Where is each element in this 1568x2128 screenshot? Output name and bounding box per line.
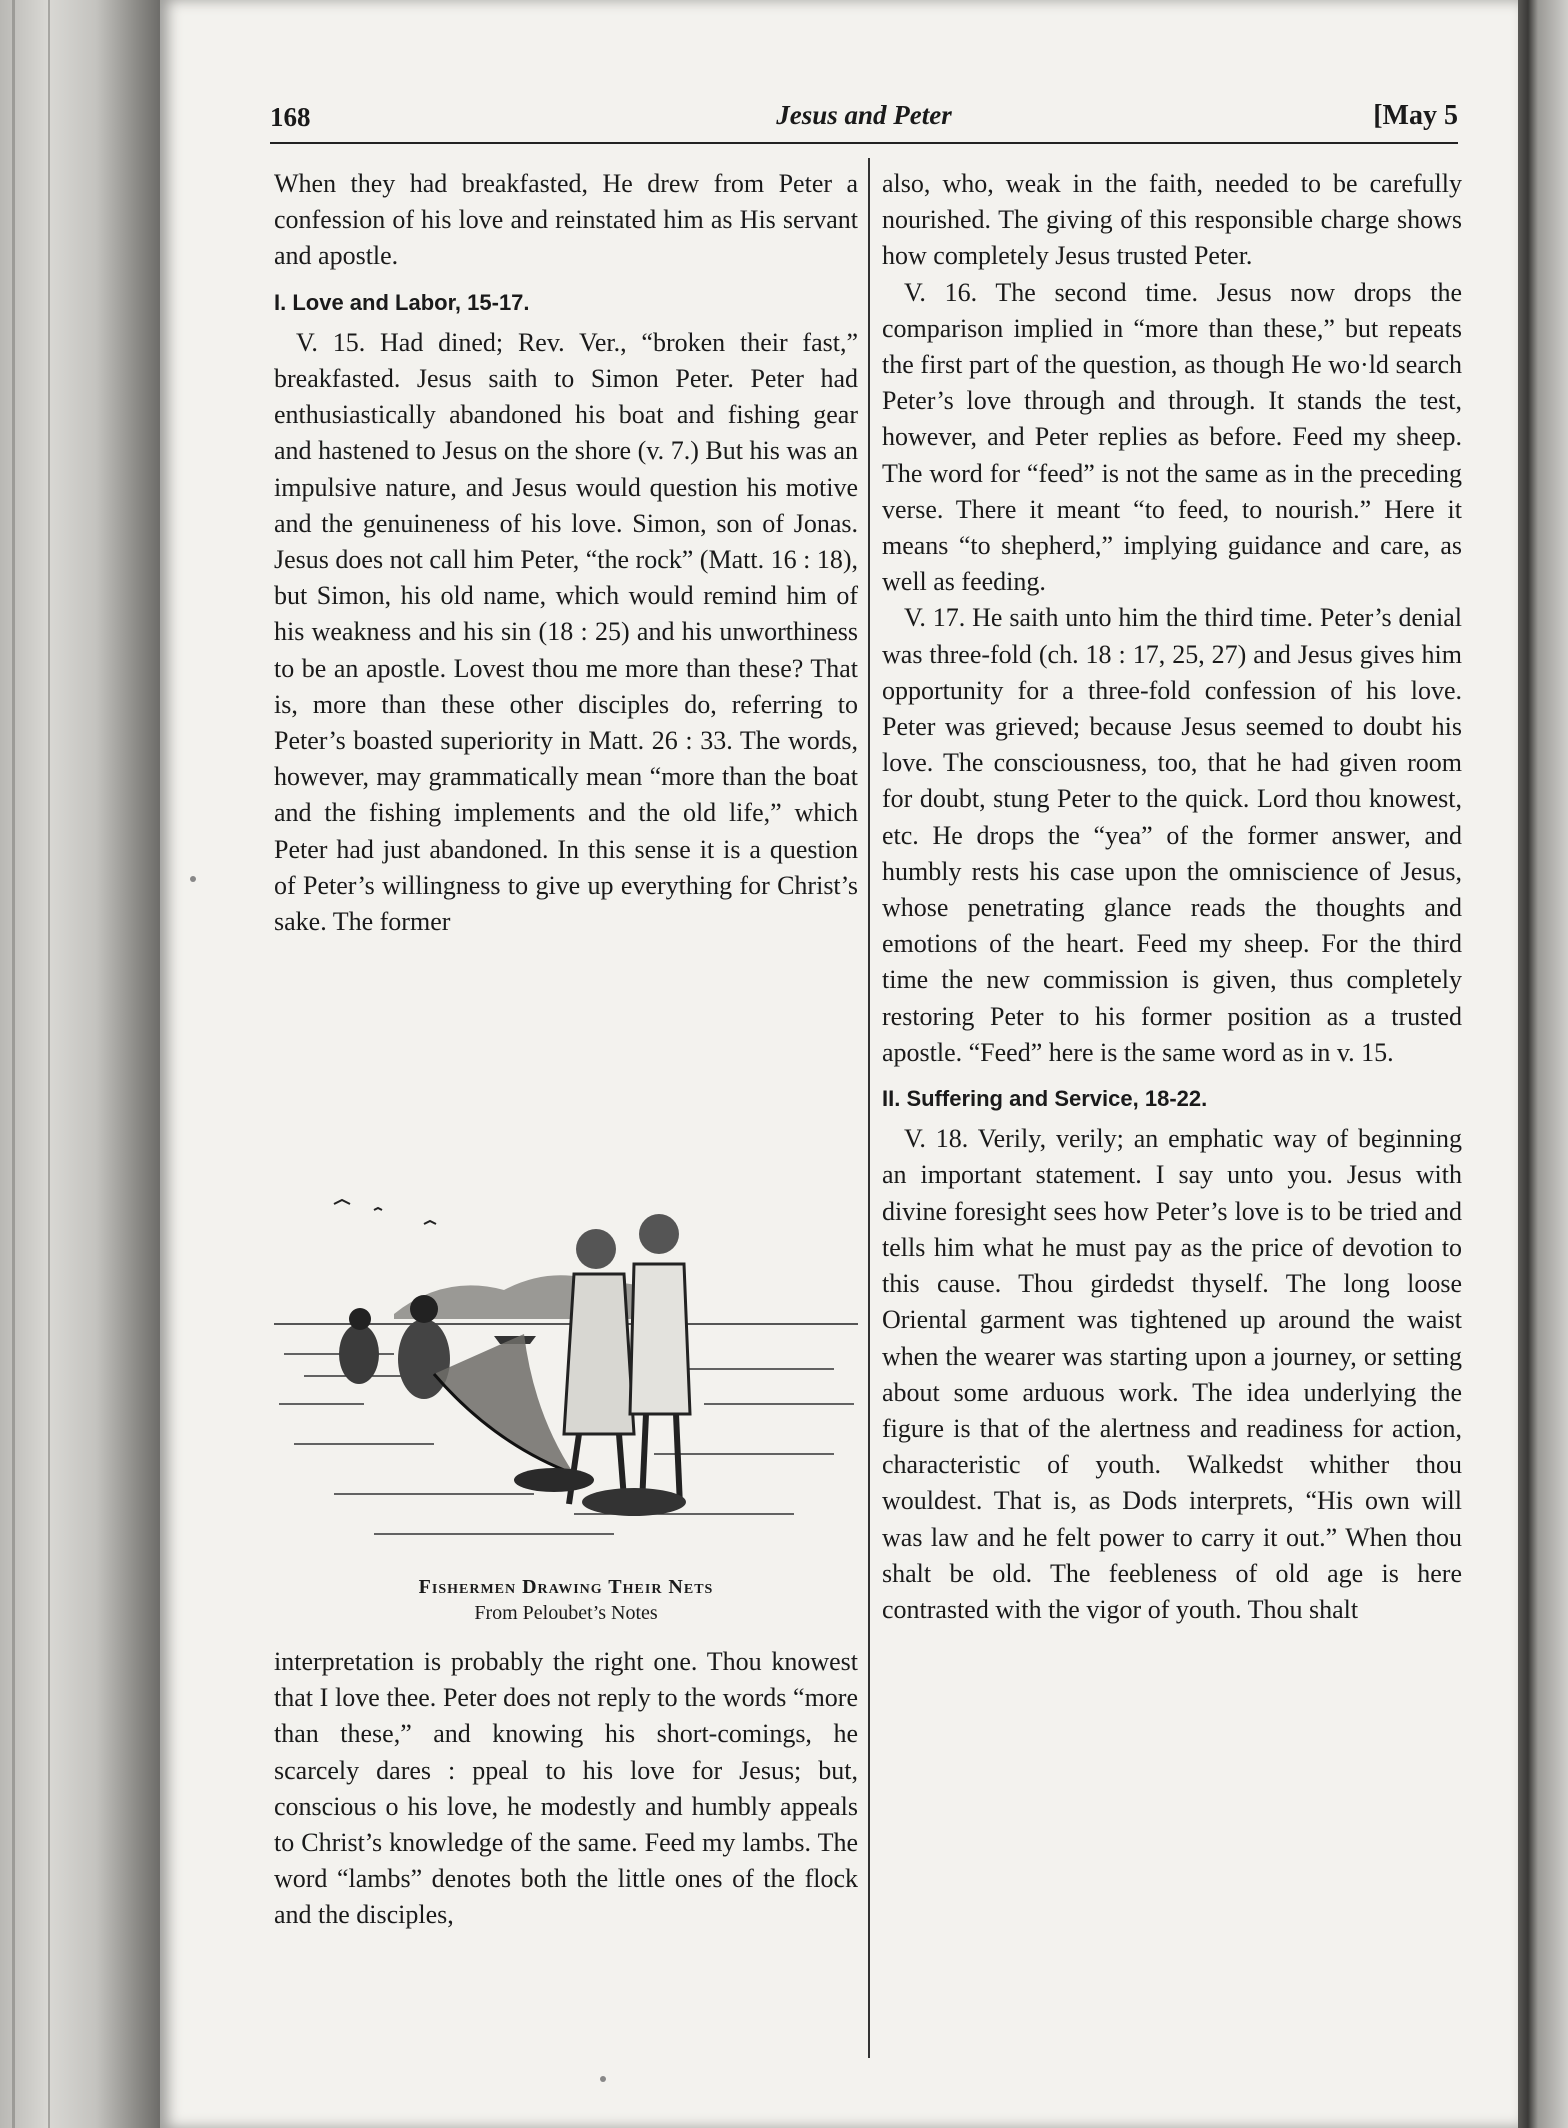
paragraph: V. 17. He saith unto him the third time. Peter’s denial was three-fold (ch. 18 : 17, 25, 27) and Jesus gives him opportunity for a three-fold confession of his love. Peter was grieved; because Jesus seemed to doubt his love. The consciousness, too, that he had given room for doubt, stung Peter to the quick. Lord thou knowest, etc. He drops the “yea” of the former answer, and humbly rests his case upon the omniscience of Jesus, whose penetrating glance reads the thoughts and emotions of the heart. Feed my sheep. For the third time the new commission is given, thus completely restoring Peter to his former position as a trusted apostle. “Feed” here is the same word as in v. 15.	[882, 603, 1462, 1067]
left-column-bottom	[274, 1644, 858, 1934]
left-column-top	[274, 166, 858, 940]
paragraph: When they had breakfasted, He drew from Peter a confession of his love and reinstated him as His servant and apostle.	[274, 169, 858, 271]
paragraph: interpretation is probably the right one. Thou knowest that I love thee. Peter does not reply to the words “more than these,” and knowing his short-comings, he scarcely dares : ppeal to his love for Jesus; but, conscious o his love, he modestly and humbly appeals to Christ’s knowledge of the same. Feed my lambs. The word “lambs” denotes both the little ones of the flock and the disciples,	[274, 1647, 858, 1930]
caption-source: From Peloubet’s Notes	[474, 1602, 658, 1624]
section-heading: II. Suffering and Service, 18-22.	[882, 1086, 1208, 1112]
speck	[190, 876, 196, 882]
illustration-fishermen	[274, 1114, 858, 1574]
running-title: Jesus and Peter	[776, 100, 952, 130]
fishermen-drawing-image	[274, 1114, 858, 1574]
page-number: 168	[270, 102, 311, 132]
paragraph: V. 16. The second time. Jesus now drops the comparison implied in “more than these,” but repeats the first part of the question, as though He wo·ld search Peter’s love through and through. It stands the test, however, and Peter replies as before. Feed my sheep. The word for “feed” is not the same as in the preceding verse. There it meant “to feed, to nourish.” Here it means “to shepherd,” implying guidance and care, as well as feeding.	[882, 277, 1462, 597]
paragraph: also, who, weak in the faith, needed to be carefully nourished. The giving of this responsible charge shows how completely Jesus trusted Peter.	[882, 169, 1462, 271]
paragraph: V. 18. Verily, verily; an emphatic way of beginning an important statement. I say unto you. Jesus with divine foresight sees how Peter’s love is to be tried and tells him what he must pay as the price of devotion to this cause. Thou girdedst thyself. The long loose Oriental garment was tightened up around the waist when the wearer was starting upon a journey, or setting about some arduous work. The idea underlying the figure is that of the alertness and readiness for action, characteristic of youth. Walkedst whither thou wouldest. That is, as Dods interprets, “His own will was law and he felt power to carry it out.” When thou shalt be old. The feebleness of old age is here contrasted with the vigor of youth. Thou shalt	[882, 1124, 1462, 1624]
page-header	[270, 96, 1458, 144]
figure-caption	[274, 1574, 858, 1626]
book-edge-right	[1518, 0, 1568, 2128]
book-page	[160, 0, 1518, 2128]
column-divider	[868, 158, 870, 2058]
speck	[600, 2076, 606, 2082]
paragraph: V. 15. Had dined; Rev. Ver., “broken their fast,” breakfasted. Jesus saith to Simon Peter. Peter had enthusiastically abandoned his boat and fishing gear and hastened to Jesus on the shore (v. 7.) But his was an impulsive nature, and Jesus would question his motive and the genuineness of his love. Simon, son of Jonas. Jesus does not call him Peter, “the rock” (Matt. 16 : 18), but Simon, his old name, which would remind him of his weakness and his sin (18 : 25) and his unworthiness to be an apostle. Lovest thou me more than these? That is, more than these other disciples do, referring to Peter’s boasted superiority in Matt. 26 : 33. The words, however, may grammatically mean “more than the boat and the fishing implements and the old life,” which Peter had just abandoned. In this sense it is a question of Peter’s willingness to give up everything for Christ’s sake. The former	[274, 327, 858, 937]
book-gutter-left	[0, 0, 160, 2128]
right-column	[882, 166, 1462, 1628]
section-heading: I. Love and Labor, 15-17.	[274, 289, 530, 315]
running-date: [May 5	[1373, 100, 1458, 131]
caption-title: Fishermen Drawing Their Nets	[418, 1576, 714, 1598]
